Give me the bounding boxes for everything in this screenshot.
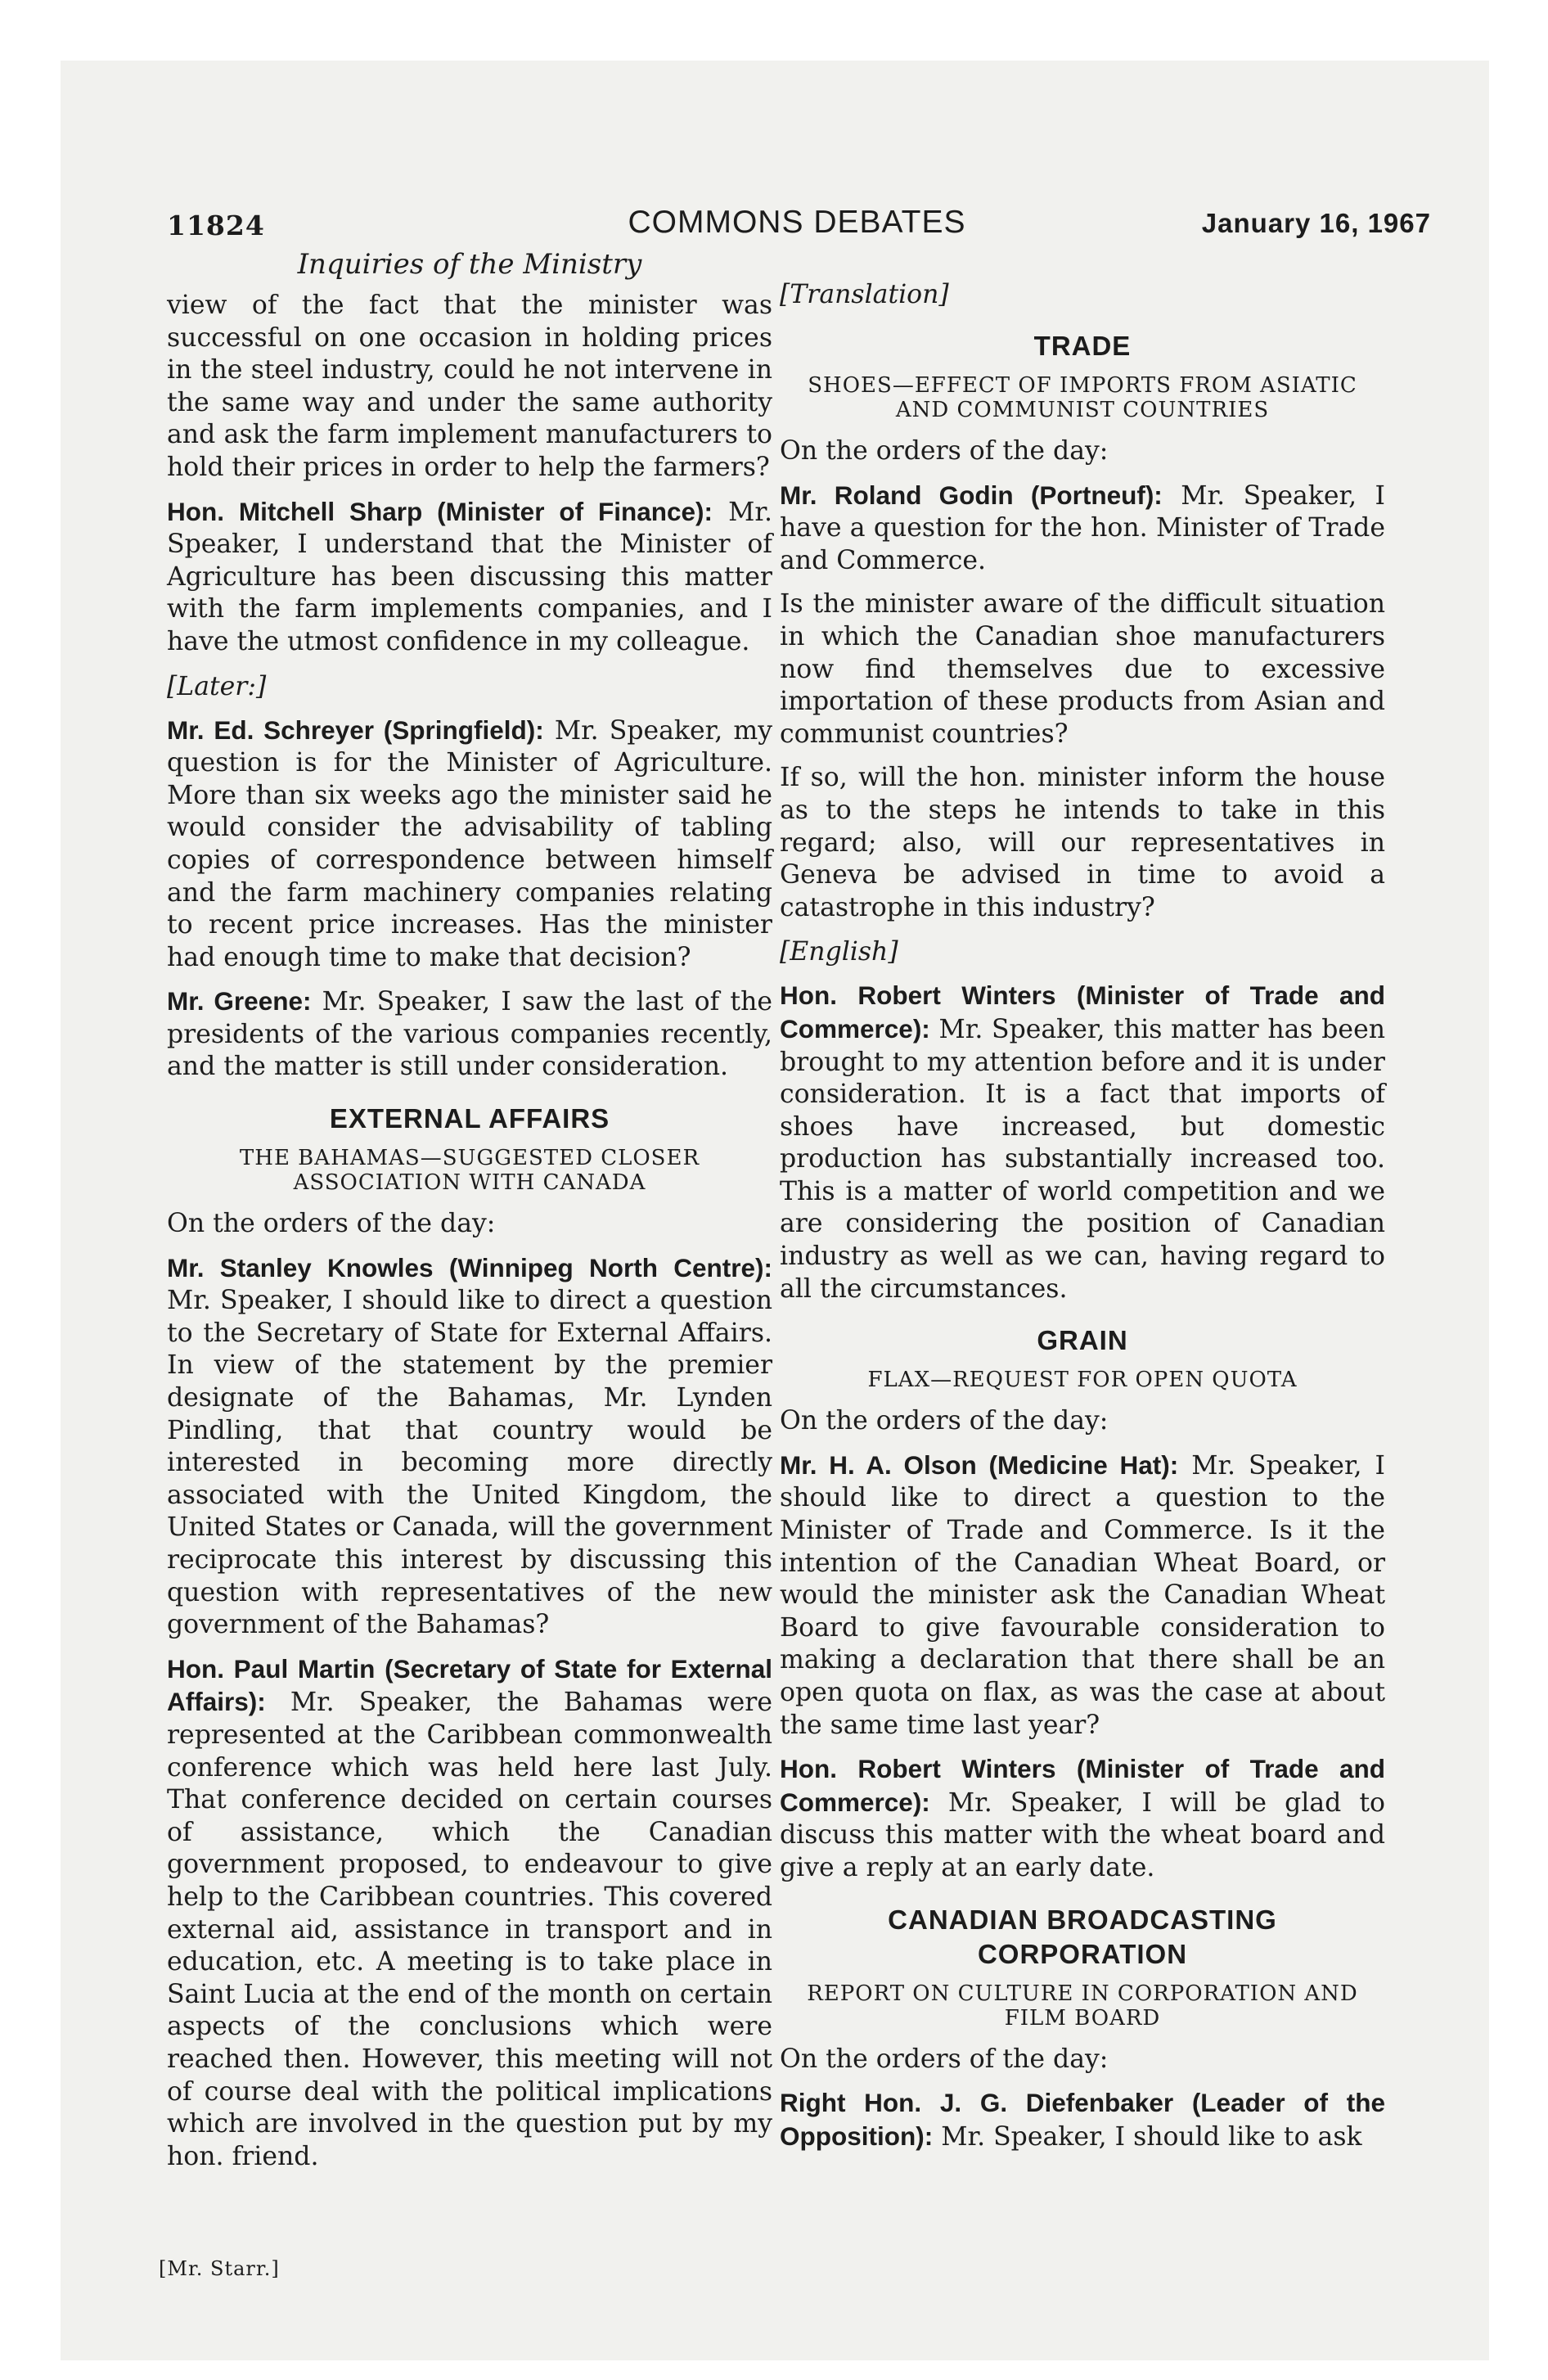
english-tag: [English]: [780, 937, 898, 967]
speaker-name: Hon. Mitchell Sharp (Minister of Finance):: [167, 496, 713, 526]
paragraph: [780, 1753, 1385, 1884]
speaker-name: Mr. Stanley Knowles (Winnipeg North Centre):: [167, 1252, 772, 1282]
speech-text: Mr. Speaker, I understand that the Minister of Agriculture has been discussing this matter with the farm implements companies, and I have the utmost confidence in my colleague.: [167, 497, 773, 656]
speaker-name: Mr. H. A. Olson (Medicine Hat):: [780, 1449, 1179, 1480]
later-tag: [Later:]: [167, 671, 267, 701]
speech-text: Mr. Speaker, I should like to direct a question to the Secretary of State for External Affairs. In view of the statement by the premier designate of the Bahamas, Mr. Lynden Pindling, that that country would be interested in becoming more directly associated with the United Kingdom, the United States or Canada, will the government reciprocate this interest by discussing this question with representatives of the new government of the Bahamas?: [167, 1286, 772, 1640]
footer-note: [Mr. Starr.]: [159, 2257, 280, 2280]
orders-line: On the orders of the day:: [780, 436, 1109, 466]
speaker-name: Mr. Roland Godin (Portneuf):: [780, 480, 1163, 510]
paragraph: [167, 496, 772, 659]
orders-line: On the orders of the day:: [780, 2044, 1109, 2074]
right-column: [780, 278, 1385, 2165]
paragraph: [780, 480, 1385, 578]
speaker-name: Mr. Greene:: [167, 986, 312, 1016]
section-subheading: SHOES—EFFECT OF IMPORTS FROM ASIATIC AND COMMUNIST COUNTRIES: [808, 373, 1357, 422]
section-kicker: Inquiries of the Ministry: [297, 248, 642, 281]
paragraph: Is the minister aware of the difficult situation in which the Canadian shoe manufacturers now find themselves due to excessive importation of these products from Asian and communist countries?: [780, 589, 1385, 749]
orders-line: On the orders of the day:: [780, 1406, 1109, 1436]
speech-text: Mr. Speaker, the Bahamas were represented at the Caribbean commonwealth conference which was held here last July. That conference decided on certain courses of assistance, which the Canadian government proposed, to endeavour to give help to the Caribbean countries. This covered external aid, assistance in transport and in education, etc. A meeting is to take place in Saint Lucia at the end of the month on certain aspects of the conclusions which were reached then. However, this meeting will not of course deal with the political implications which are involved in the question put by my hon. friend.: [167, 1688, 773, 2171]
section-heading: TRADE: [1033, 331, 1132, 361]
section-subheading: FLAX—REQUEST FOR OPEN QUOTA: [867, 1368, 1298, 1393]
paragraph: [780, 2087, 1385, 2153]
speaker-name: Hon. Robert Winters (Minister of Trade and Commerce):: [780, 980, 1385, 1044]
speaker-name: Right Hon. J. G. Diefenbaker (Leader of the Opposition):: [780, 2088, 1385, 2151]
paragraph: If so, will the hon. minister inform the house as to the steps he intends to take in this regard; also, will our representatives in Geneva be advised in time to avoid a catastrophe in this industry?: [780, 763, 1385, 922]
speech-text: Mr. Speaker, I saw the last of the presidents of the various companies recently, and the matter is still under consideration.: [167, 987, 772, 1082]
paragraph: [780, 1449, 1385, 1742]
paragraph: [167, 1653, 772, 2174]
running-title: COMMONS DEBATES: [628, 205, 966, 240]
paragraph: [780, 980, 1385, 1305]
speech-text: Mr. Speaker, I will be glad to discuss this matter with the wheat board and give a reply at an early date.: [780, 1787, 1386, 1882]
speaker-name: Mr. Ed. Schreyer (Springfield):: [167, 714, 544, 745]
section-heading: EXTERNAL AFFAIRS: [329, 1103, 610, 1134]
orders-line: On the orders of the day:: [167, 1209, 496, 1239]
speech-text: Mr. Speaker, this matter has been brought to my attention before and it is under consideration. It is a fact that imports of shoes have increased, but domestic production has substantially increased too. This is a matter of world competition and we are considering the position of Canadian industry as well as we can, having regard to all the circumstances.: [780, 1014, 1385, 1304]
section-heading: GRAIN: [1037, 1325, 1128, 1356]
speaker-name: Hon. Robert Winters (Minister of Trade and Commerce):: [780, 1754, 1385, 1817]
speech-text: Mr. Speaker, I have a question for the hon. Minister of Trade and Commerce.: [780, 480, 1385, 575]
section-subheading: REPORT ON CULTURE IN CORPORATION AND FILM BOARD: [807, 1981, 1358, 2031]
speech-text: Mr. Speaker, I should like to ask: [941, 2121, 1362, 2152]
left-column: [167, 246, 772, 2184]
page-number: 11824: [167, 210, 265, 241]
paragraph: [167, 714, 772, 975]
paragraph: [167, 1252, 772, 1642]
speaker-name: Hon. Paul Martin (Secretary of State for External Affairs):: [167, 1653, 772, 1717]
speech-text: Mr. Speaker, my question is for the Minister of Agriculture. More than six weeks ago the minister said he would consider the advisability of tabling copies of correspondence between himself and the farm machinery companies relating to recent price increases. Has the minister had enough time to make that decision?: [167, 715, 772, 972]
speech-text: Mr. Speaker, I should like to direct a question to the Minister of Trade and Commerce. Is it the intention of the Canadian Wheat Board, or would the minister ask the Canadian Wheat Board to give favourable consideration to making a declaration that there shall be an open quota on flax, as was the case at about the same time last year?: [780, 1450, 1385, 1740]
paragraph: [167, 985, 772, 1084]
translation-tag: [Translation]: [780, 280, 949, 309]
section-heading: CANADIAN BROADCASTING CORPORATION: [888, 1904, 1277, 1969]
page-date: January 16, 1967: [1201, 208, 1431, 238]
paragraph: view of the fact that the minister was successful on one occasion in holding prices in the steel industry, could he not intervene in the same way and under the same authority and ask the farm implement manufacturers to hold their prices in order to help the farmers?: [167, 291, 772, 482]
section-subheading: THE BAHAMAS—SUGGESTED CLOSER ASSOCIATION WITH CANADA: [239, 1146, 700, 1196]
